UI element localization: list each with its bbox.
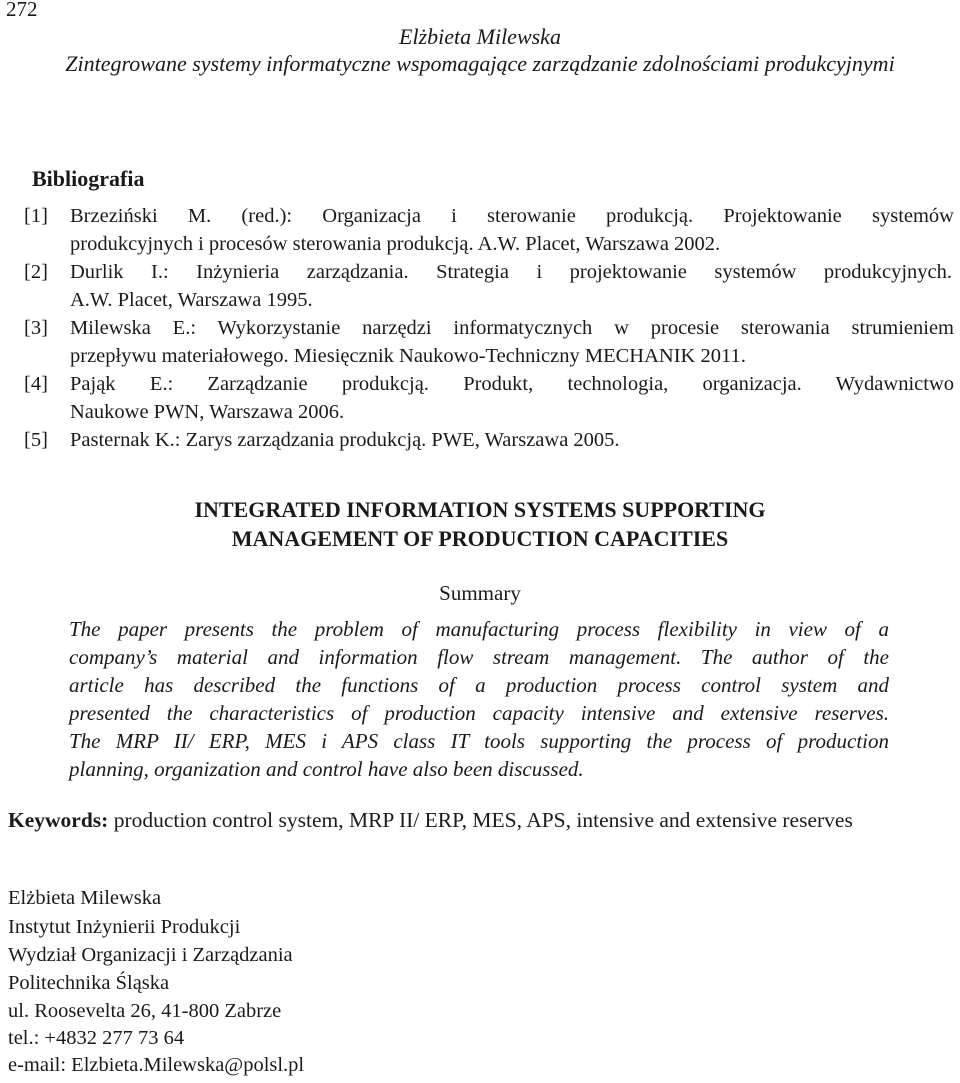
abstract-line: The paper presents the problem of manufacturing process flexibility in view of a [69,617,889,641]
address-line: Instytut Inżynierii Produkcji [8,916,241,938]
reference-text-line: produkcyjnych i procesów sterowania produkcją. A.W. Placet, Warszawa 2002. [70,233,721,255]
address-line: Elżbieta Milewska [8,887,162,909]
running-header-title: Zintegrowane systemy informatyczne wspomagające zarządzanie zdolnościami produkcyjnymi [65,51,895,76]
reference-text-line: Durlik I.: Inżynieria zarządzania. Strategia i projektowanie systemów produkcyjnych. [70,261,952,283]
keywords [8,808,853,833]
reference-text-line: Brzeziński M. (red.): Organizacja i sterowanie produkcją. Projektowanie systemów [70,205,954,227]
summary-heading: Summary [439,581,521,605]
reference-text-line: przepływu materiałowego. Miesięcznik Naukowo-Techniczny MECHANIK 2011. [70,345,746,367]
reference-number: [3] [24,317,48,339]
reference-number: [5] [24,429,48,451]
abstract-line: article has described the functions of a production process control system and [69,673,889,697]
abstract-line: The MRP II/ ERP, MES i APS class IT tools supporting the process of production [69,729,889,753]
running-header-author: Elżbieta Milewska [399,24,561,49]
reference-number: [1] [24,205,48,227]
reference-number: [2] [24,261,48,283]
reference-number: [4] [24,373,48,395]
english-title-line: MANAGEMENT OF PRODUCTION CAPACITIES [231,526,729,551]
address-line: ul. Roosevelta 26, 41-800 Zabrze [8,1000,282,1022]
english-title-line: INTEGRATED INFORMATION SYSTEMS SUPPORTING [194,497,766,522]
keywords-label: Keywords: [8,808,109,832]
reference-text-line: Pająk E.: Zarządzanie produkcją. Produkt, technologia, organizacja. Wydawnictwo [70,373,954,395]
address-line: Politechnika Śląska [8,972,170,994]
address-line: tel.: +4832 277 73 64 [8,1027,185,1049]
address-line: Wydział Organizacji i Zarządzania [8,944,293,966]
reference-text-line: A.W. Placet, Warszawa 1995. [70,289,313,311]
bibliography-heading: Bibliografia [32,166,145,191]
reference-text-line: Milewska E.: Wykorzystanie narzędzi informatycznych w procesie sterowania strumieniem [70,317,954,339]
address-line: e-mail: Elzbieta.Milewska@polsl.pl [8,1054,305,1076]
abstract-line: company’s material and information flow stream management. The author of the [69,645,889,669]
abstract-line: planning, organization and control have also been discussed. [69,757,584,781]
abstract-line: presented the characteristics of production capacity intensive and extensive reserves. [69,701,889,725]
page-number: 272 [6,0,38,21]
reference-text-line: Pasternak K.: Zarys zarządzania produkcją. PWE, Warszawa 2005. [70,429,620,451]
reference-text-line: Naukowe PWN, Warszawa 2006. [70,401,345,423]
keywords-text: production control system, MRP II/ ERP, MES, APS, intensive and extensive reserves [108,808,853,832]
